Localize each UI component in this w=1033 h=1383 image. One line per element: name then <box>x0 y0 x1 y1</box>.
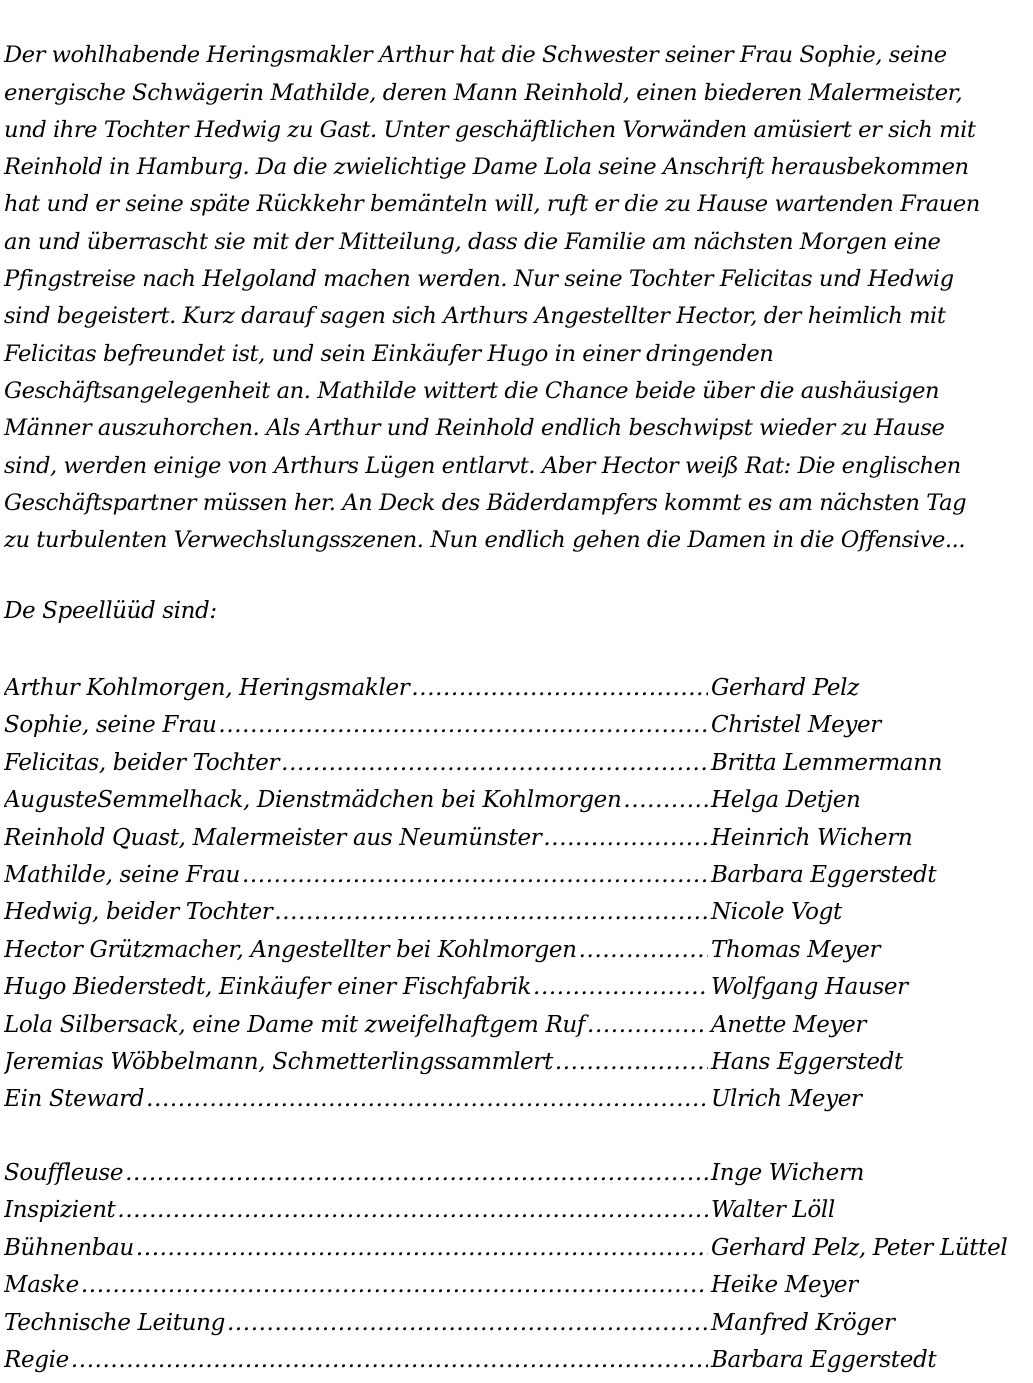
crew-row <box>4 1155 1030 1192</box>
actor-name: Britta Lemmermann <box>711 749 943 776</box>
role-leader <box>4 670 708 707</box>
role-name: Souffleuse <box>4 1160 124 1186</box>
role-leader <box>4 1155 708 1192</box>
actor-name: Gerhard Pelz, Peter Lüttel <box>711 1234 1008 1261</box>
cast-row <box>4 1007 1030 1044</box>
cast-row <box>4 707 1030 744</box>
actor-name: Nicole Vogt <box>711 899 842 926</box>
actor-name: Anette Meyer <box>711 1011 867 1038</box>
role-leader <box>4 1342 708 1379</box>
crew-row <box>4 1230 1030 1267</box>
cast-row <box>4 820 1030 857</box>
role-name: Inspizient <box>4 1197 116 1224</box>
role-leader <box>4 1305 708 1342</box>
role-name: AugusteSemmelhack, Dienstmädchen bei Kohlmorgen <box>4 787 622 814</box>
actor-name: Thomas Meyer <box>711 936 881 963</box>
actor-name: Barbara Eggerstedt <box>711 861 937 888</box>
role-name: Hector Grützmacher, Angestellter bei Kohlmorgen <box>4 936 577 963</box>
cast-row <box>4 932 1030 969</box>
synopsis-line: an und überrascht sie mit der Mitteilung, dass die Familie am nächsten Morgen eine <box>4 228 941 255</box>
role-name: Mathilde, seine Frau <box>4 861 240 888</box>
cast-row <box>4 1044 1030 1081</box>
role-name: Maske <box>4 1272 79 1299</box>
cast-row <box>4 857 1030 894</box>
role-leader <box>4 1230 708 1267</box>
role-name: Bühnenbau <box>4 1234 134 1261</box>
role-leader <box>4 707 708 744</box>
synopsis-line: sind, werden einige von Arthurs Lügen entlarvt. Aber Hector weiß Rat: Die englischen <box>4 452 961 479</box>
actor-name: Hans Eggerstedt <box>711 1048 903 1075</box>
cast-row <box>4 969 1030 1006</box>
actor-name: Barbara Eggerstedt <box>711 1346 937 1373</box>
cast-row <box>4 670 1030 707</box>
role-name: Arthur Kohlmorgen, Heringsmakler <box>4 675 410 701</box>
role-name: Reinhold Quast, Malermeister aus Neumünster <box>4 824 542 851</box>
synopsis-line: sind begeistert. Kurz darauf sagen sich Arthurs Angestellter Hector, der heimlich mit <box>4 303 946 330</box>
synopsis-line: Reinhold in Hamburg. Da die zwielichtige Dame Lola seine Anschrift herausbekommen <box>4 154 969 181</box>
role-name: Technische Leitung <box>4 1309 225 1336</box>
cast-row <box>4 782 1030 819</box>
actor-name: Ulrich Meyer <box>711 1086 862 1113</box>
synopsis-line: und ihre Tochter Hedwig zu Gast. Unter geschäftlichen Vorwänden amüsiert er sich mit <box>4 116 976 143</box>
cast-row <box>4 894 1030 931</box>
crew-row <box>4 1305 1030 1342</box>
actor-name: Christel Meyer <box>711 712 881 739</box>
role-name: Hugo Biederstedt, Einkäufer einer Fischfabrik <box>4 974 532 1001</box>
actor-name: Gerhard Pelz <box>711 675 859 701</box>
synopsis-line: Männer auszuhorchen. Als Arthur und Reinhold endlich beschwipst wieder zu Hause <box>4 415 945 442</box>
synopsis-line: Der wohlhabende Heringsmakler Arthur hat die Schwester seiner Frau Sophie, seine <box>4 42 947 69</box>
actor-name: Helga Detjen <box>711 787 861 814</box>
cast-list <box>4 670 1030 1119</box>
synopsis-line: Felicitas befreundet ist, und sein Einkäufer Hugo in einer dringenden <box>4 340 774 367</box>
role-leader <box>4 1044 708 1081</box>
synopsis-line: zu turbulenten Verwechslungsszenen. Nun endlich gehen die Damen in die Offensive... <box>4 527 966 554</box>
actor-name: Heike Meyer <box>711 1272 858 1299</box>
role-leader <box>4 782 708 819</box>
cast-row <box>4 745 1030 782</box>
role-name: Felicitas, beider Tochter <box>4 749 280 776</box>
synopsis-paragraph <box>4 0 1030 559</box>
role-leader <box>4 1081 708 1118</box>
crew-row <box>4 1192 1030 1229</box>
actor-name: Heinrich Wichern <box>711 824 913 851</box>
role-leader <box>4 857 708 894</box>
actor-name: Walter Löll <box>711 1197 835 1224</box>
crew-row <box>4 1267 1030 1304</box>
role-leader <box>4 1007 708 1044</box>
cast-heading: De Speellüüd sind: <box>4 598 217 624</box>
role-leader <box>4 1267 708 1304</box>
cast-row <box>4 1081 1030 1118</box>
role-leader <box>4 1192 708 1229</box>
role-leader <box>4 745 708 782</box>
synopsis-line: Geschäftsangelegenheit an. Mathilde wittert die Chance beide über die aushäusigen <box>4 377 940 404</box>
role-leader <box>4 932 708 969</box>
synopsis-line: hat und er seine späte Rückkehr bemänteln will, ruft er die zu Hause wartenden Frauen <box>4 191 980 218</box>
role-leader <box>4 820 708 857</box>
synopsis-line: Pfingstreise nach Helgoland machen werden. Nur seine Tochter Felicitas und Hedwig <box>4 266 954 293</box>
synopsis-line: energische Schwägerin Mathilde, deren Mann Reinhold, einen biederen Malermeister, <box>4 79 963 106</box>
crew-row <box>4 1342 1030 1379</box>
actor-name: Inge Wichern <box>711 1160 865 1186</box>
actor-name: Wolfgang Hauser <box>711 974 908 1001</box>
actor-name: Manfred Kröger <box>711 1309 895 1336</box>
role-leader <box>4 894 708 931</box>
synopsis-line: Geschäftspartner müssen her. An Deck des Bäderdampfers kommt es am nächsten Tag <box>4 489 967 516</box>
role-leader <box>4 969 708 1006</box>
role-name: Regie <box>4 1346 69 1373</box>
role-name: Sophie, seine Frau <box>4 712 217 739</box>
role-name: Ein Steward <box>4 1086 145 1113</box>
crew-list <box>4 1155 1030 1379</box>
role-name: Hedwig, beider Tochter <box>4 899 273 926</box>
role-name: Lola Silbersack, eine Dame mit zweifelhaftgem Ruf <box>4 1011 586 1038</box>
role-name: Jeremias Wöbbelmann, Schmetterlingssammlert <box>4 1048 553 1075</box>
